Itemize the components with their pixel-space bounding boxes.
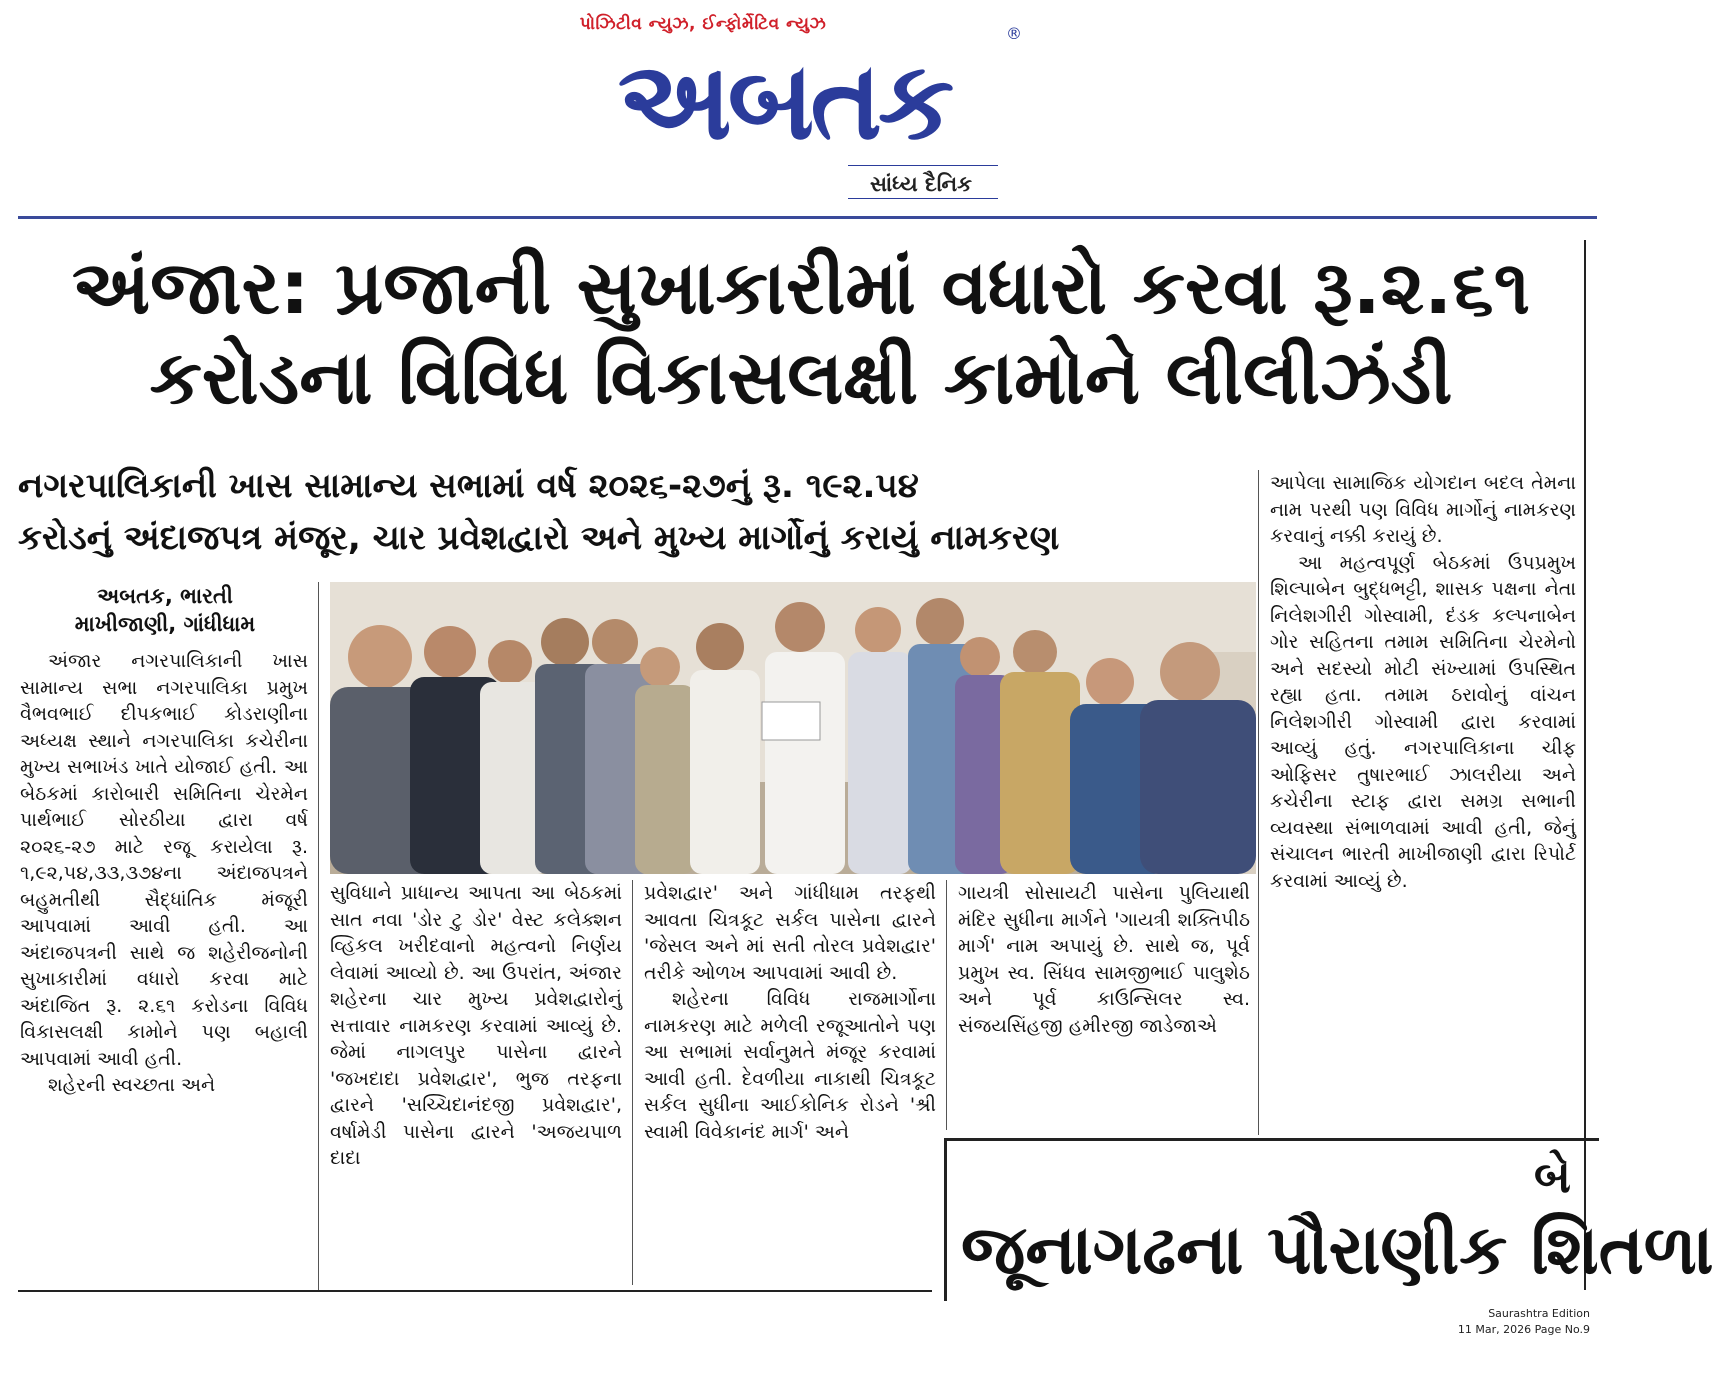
headline-line-2: કરોડના વિવિધ વિકાસલક્ષી કામોને લીલીઝંડી xyxy=(149,335,1453,421)
page-right-rule xyxy=(1584,240,1586,1290)
column-5-paragraph-1: આપેલા સામાજિક યોગદાન બદલ તેમના નામ પરથી પણ વિવિધ માર્ગોનું નામકરણ કરવાનું નક્કી કરાયું છે. xyxy=(1270,472,1576,547)
next-story-kicker: બે xyxy=(1534,1149,1571,1203)
column-3-paragraph-2: શહેરના વિવિધ રાજમાર્ગોના નામકરણ માટે મળેલી રજૂઆતોને પણ આ સભામાં સર્વાનુમતે મંજૂર કરવામાં આવી હતી. દેવળીયા નાકાથી ચિત્રકૂટ સર્કલ સુધીના આઈકોનિક રોડને 'શ્રી સ્વામી વિવેકાનંદ માર્ગ' અને xyxy=(644,988,936,1143)
article-column-1 xyxy=(20,648,308,1288)
page-top-rule xyxy=(18,216,1597,219)
column-1-paragraph-2: શહેરની સ્વચ્છતા અને xyxy=(48,1074,216,1096)
column-1-paragraph-1: અંજાર નગરપાલિકાની ખાસ સામાન્ય સભા નગરપાલિકા પ્રમુખ વૈભવભાઈ દીપકભાઈ કોડરાણીના અધ્યક્ષ સ્થાને નગરપાલિકા કચેરીના મુખ્ય સભાખંડ ખાતે યોજાઈ હતી. આ બેઠકમાં કારોબારી સમિતિના ચેરમેન પાર્થભાઈ સોરઠીયા દ્વારા વર્ષ ૨૦૨૬-૨૭ માટે રજૂ કરાયેલા રૂ. ૧,૯૨,૫૪,૩૩,૩૭૪ના અંદાજપત્રને બહુમતીથી સૈદ્ધાંતિક મંજૂરી આપવામાં આવી હતી. આ અંદાજપત્રની સાથે જ શહેરીજનોની સુખાકારીમાં વધારો કરવા માટે અંદાજિત રૂ. ૨.૬૧ કરોડના વિવિધ વિકાસલક્ષી કામોને પણ બહાલી આપવામાં આવી હતી. xyxy=(20,650,308,1070)
column-divider-2 xyxy=(632,880,633,1285)
headline-line-1: અંજાર: પ્રજાની સુખાકારીમાં વધારો કરવા રૂ.૨.૬૧ xyxy=(72,245,1530,331)
article-bottom-rule xyxy=(18,1290,932,1292)
article-column-3 xyxy=(644,880,936,1285)
article-column-4 xyxy=(958,880,1250,1140)
byline-line-2: માખીજાણી, ગાંધીધામ xyxy=(74,612,256,636)
next-story-box xyxy=(944,1138,1714,1301)
column-5-paragraph-2: આ મહત્વપૂર્ણ બેઠકમાં ઉપપ્રમુખ શિલ્પાબેન બુદ્ધભટ્ટી, શાસક પક્ષના નેતા નિલેશગીરી ગોસ્વામી, દંડક કલ્પનાબેન ગોર સહિતના તમામ સમિતિના ચેરમેનો અને સદસ્યો મોટી સંખ્યામાં ઉપસ્થિત રહ્યા હતા. તમામ ઠરાવોનું વાંચન નિલેશગીરી ગોસ્વામી દ્વારા કરવામાં આવ્યું હતું. નગરપાલિકાના ચીફ ઓફિસર તુષારભાઈ ઝાલરીયા અને કચેરીના સ્ટાફ દ્વારા સમગ્ર સભાની વ્યવસ્થા સંભાળવામાં આવી હતી, જેનું સંચાલન ભારતી માખીજાણી દ્વારા રિપોર્ટ કરવામાં આવ્યું છે. xyxy=(1270,551,1576,892)
group-photo-illustration xyxy=(330,582,1256,874)
column-2-paragraph: સુવિધાને પ્રાધાન્ય આપતા આ બેઠકમાં સાત નવા 'ડોર ટુ ડોર' વેસ્ટ કલેક્શન વ્હિકલ ખરીદવાનો મહત્વનો નિર્ણય લેવામાં આવ્યો છે. આ ઉપરાંત, અંજાર શહેરના ચાર મુખ્ય પ્રવેશદ્વારોનું સત્તાવાર નામકરણ કરવામાં આવ્યું છે. જેમાં નાગલપુર પાસેના દ્વારને 'જખદાદા પ્રવેશદ્વાર', ભુજ તરફના દ્વારને 'સચ્ચિદાનંદજી પ્રવેશદ્વાર', વર્ષામેડી પાસેના દ્વારને 'અજયપાળ દાદા xyxy=(330,882,622,1169)
column-4-paragraph: ગાયત્રી સોસાયટી પાસેના પુલિયાથી મંદિર સુધીના માર્ગને 'ગાયત્રી શક્તિપીઠ માર્ગ' નામ અપાયું છે. સાથે જ, પૂર્વ પ્રમુખ સ્વ. સિંધવ સામજીભાઈ પાલુશેઠ અને પૂર્વ કાઉન્સિલર સ્વ. સંજયસિંહજી હમીરજી જાડેજાએ xyxy=(958,882,1250,1037)
column-3-paragraph-1: પ્રવેશદ્વાર' અને ગાંધીધામ તરફથી આવતા ચિત્રકૂટ સર્કલ પાસેના દ્વારને 'જેસલ અને માં સતી તોરલ પ્રવેશદ્વાર' તરીકે ઓળખ આપવામાં આવી છે. xyxy=(644,882,936,984)
logo-rule-bottom xyxy=(848,198,998,199)
edition-name: Saurashtra Edition xyxy=(1488,1307,1590,1320)
masthead-tagline: પોઝિટીવ ન્યુઝ, ઈન્ફોર્મેટિવ ન્યુઝ xyxy=(579,14,827,34)
news-photo xyxy=(330,582,1256,874)
column-divider-4 xyxy=(1258,470,1259,1135)
edition-info xyxy=(1380,1306,1590,1338)
article-column-2 xyxy=(330,880,622,1285)
next-story-headline: જૂનાગઢના પૌરાણીક શિતળા xyxy=(961,1211,1714,1290)
masthead-subtitle: સાંધ્ય દૈનિક xyxy=(870,172,972,196)
registered-mark: ® xyxy=(1006,24,1022,43)
masthead-logo: અબતક xyxy=(617,39,951,164)
article-column-5 xyxy=(1270,470,1576,1150)
subheadline-line-2: કરોડનું અંદાજપત્ર મંજૂર, ચાર પ્રવેશદ્વારો અને મુખ્ય માર્ગોનું કરાયું નામકરણ xyxy=(18,518,1060,558)
subheadline-line-1: નગરપાલિકાની ખાસ સામાન્ય સભામાં વર્ષ ૨૦૨૬-૨૭નું રૂ. ૧૯૨.૫૪ xyxy=(18,466,919,506)
byline xyxy=(20,582,310,638)
logo-rule-top xyxy=(848,165,998,166)
edition-date-page: 11 Mar, 2026 Page No.9 xyxy=(1457,1323,1590,1336)
column-divider-3 xyxy=(946,880,947,1130)
column-divider-1 xyxy=(318,582,319,1292)
byline-line-1: અબતક, ભારતી xyxy=(97,584,233,608)
